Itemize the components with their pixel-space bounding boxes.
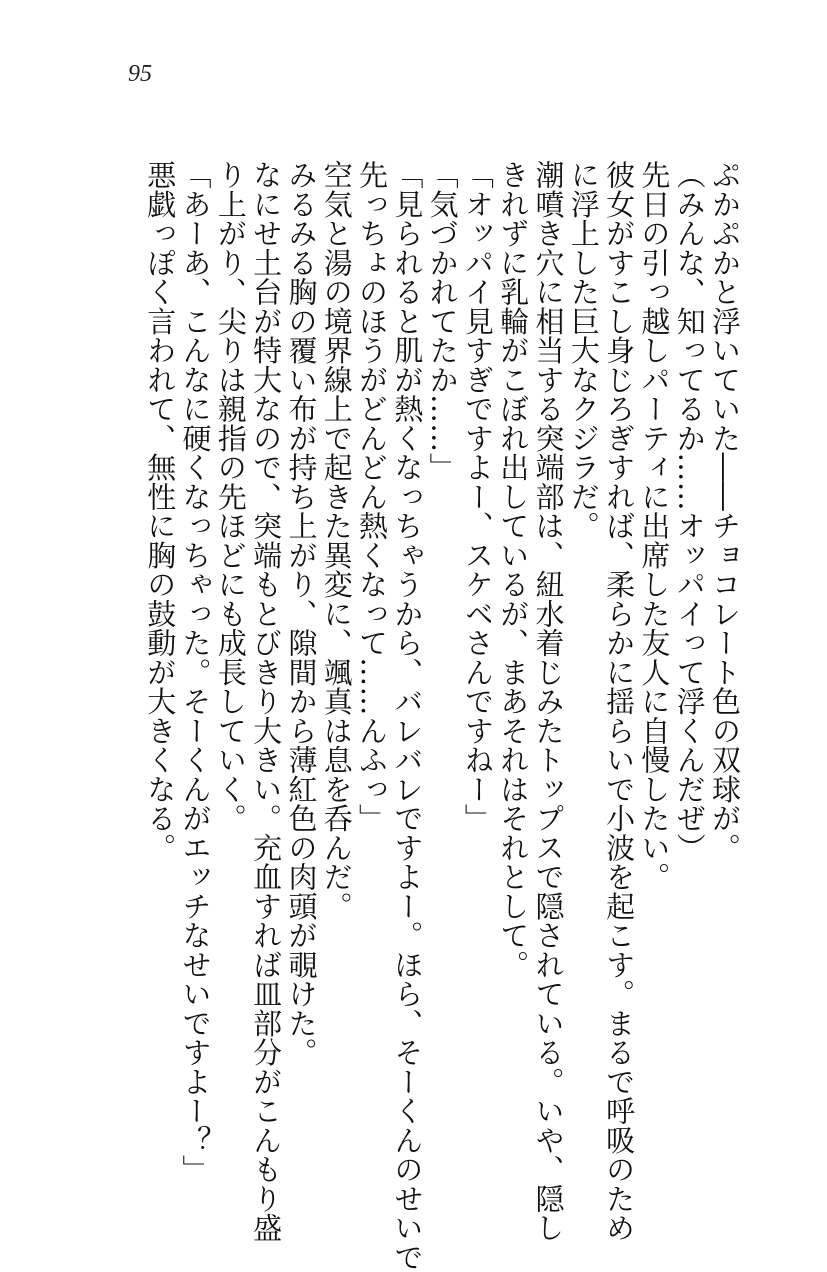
text-line: （みんな、知ってるか……オッパイって浮くんだぜ） bbox=[672, 160, 707, 862]
text-line: 空気と湯の境界線上で起きた異変に、颯真は息を呑んだ。 bbox=[319, 160, 354, 921]
text-line: なにせ土台が特大なので、突端もとびきり大きい。充血すれば皿部分がこんもり盛 bbox=[249, 160, 284, 1243]
text-line: 悪戯っぽく言われて、無性に胸の鼓動が大きくなる。 bbox=[143, 160, 178, 862]
text-line: 「オッパイ見すぎですよー、スケベさんですねー」 bbox=[460, 160, 495, 833]
text-line: り上がり、尖りは親指の先ほどにも成長していく。 bbox=[213, 160, 248, 833]
text-line: 「あーあ、こんなに硬くなっちゃった。そーくんがエッチなせいですよー？」 bbox=[178, 160, 213, 1184]
text-line: 「見られると肌が熱くなっちゃうから、バレバレですよー。ほら、そーくんのせいで bbox=[390, 160, 425, 1272]
text-line: 先日の引っ越しパーティに出席した友人に自慢したい。 bbox=[637, 160, 672, 892]
text-line: きれずに乳輪がこぼれ出しているが、まあそれはそれとして。 bbox=[496, 160, 531, 979]
text-line: 彼女がすこし身じろぎすれば、柔らかに揺らいで小波を起こす。まるで呼吸のため bbox=[602, 160, 637, 1243]
text-line: 先っちょのほうがどんどん熱くなって……んふっ」 bbox=[355, 160, 390, 833]
text-line: ぷかぷかと浮いていた――チョコレート色の双球が。 bbox=[708, 160, 742, 862]
text-line: 潮噴き穴に相当する突端部は、紐水着じみたトップスで隠されている。いや、隠し bbox=[531, 160, 566, 1243]
text-line: に浮上した巨大なクジラだ。 bbox=[566, 160, 601, 541]
text-line: みるみる胸の覆い布が持ち上がり、隙間から薄紅色の肉頭が覗けた。 bbox=[284, 160, 319, 1067]
text-line: 「気づかれてたか……」 bbox=[425, 160, 460, 482]
vertical-text-body bbox=[100, 160, 742, 1272]
page-number: 95 bbox=[128, 61, 152, 87]
